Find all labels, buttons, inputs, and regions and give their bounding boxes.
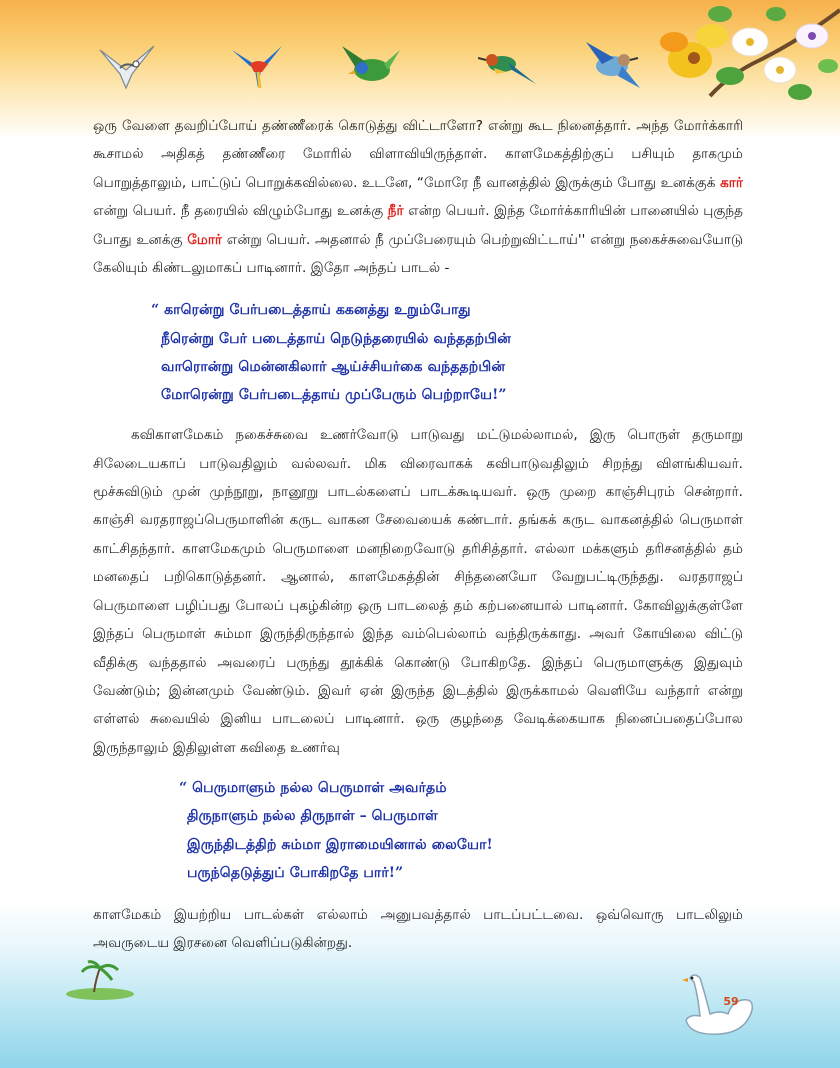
- paragraph-1-part1: ஒரு வேளை தவறிப்போய் தண்ணீரைக் கொடுத்து விட்டாளோ? என்று கூட நினைத்தார். அந்த மோர்க்காரி கூசாமல் அதிகத் தண்ணீரை மோரில் விளாவியிருந்தாள். காளமேகத்திற்குப் பசியும் தாகமும் பொறுத்தாலும், பாட்டுப் பொறுக்கவில்லை. உடனே, “மோரே நீ வானத்தில் இருக்கும் போது உனக்குக்: [93, 118, 743, 191]
- roller-bird-icon: [582, 36, 644, 96]
- seagull-icon: [96, 40, 158, 92]
- verse-1-line: “ காரென்று பேர்படைத்தாய் ககனத்து உறும்போது: [151, 302, 471, 319]
- green-bird-icon: [340, 38, 404, 94]
- verse-2-line: “ பெருமாளும் நல்ல பெருமாள் அவர்தம்: [179, 780, 447, 797]
- paragraph-1-part4: என்று பெயர். அதனால் நீ முப்பேரையும் பெற்றுவிட்டாய்'' என்று நகைச்சுவையோடு கேலியும் கிண்டலுமாகப் பாடினார். இதோ அந்தப் பாடல் -: [93, 231, 743, 277]
- paragraph-1-part2: என்று பெயர். நீ தரையில் விழும்போது உனக்கு: [93, 203, 388, 220]
- paragraph-1-part3: என்ற பெயர். இந்த மோர்க்காரியின் பானையில் புகுந்த போது உனக்கு: [93, 203, 743, 248]
- page-number: 59: [723, 995, 739, 1008]
- verse-2-line: பருந்தெடுத்துப் போகிறதே பார்!”: [187, 864, 404, 881]
- highlight-neer: நீர்: [387, 203, 404, 220]
- paragraph-1: [93, 112, 743, 282]
- island-icon: [60, 960, 140, 1002]
- verse-1-line: நீரென்று பேர் படைத்தாய் நெடுந்தரையில் வந்ததற்பின்: [161, 330, 511, 347]
- verse-2: [179, 774, 743, 887]
- highlight-kaar: கார்: [720, 174, 743, 191]
- paragraph-3: காளமேகம் இயற்றிய பாடல்கள் எல்லாம் அனுபவத்தால் பாடப்பட்டவை. ஒவ்வொரு பாடலிலும் அவருடைய இரசனை வெளிப்படுகின்றது.: [93, 906, 743, 952]
- flower-branch-icon: [650, 0, 840, 110]
- verse-1: [151, 296, 743, 409]
- content: [93, 112, 743, 958]
- verse-2-line: திருநாளும் நல்ல திருநாள் – பெருமாள்: [187, 808, 438, 825]
- highlight-mor: மோர்: [187, 231, 223, 248]
- verse-2-line: இருந்திடத்திற் சும்மா இராமையினால் லையோ!: [187, 836, 493, 853]
- bee-eater-icon: [478, 44, 538, 88]
- verse-1-line: வாரொன்று மென்னகிலார் ஆய்ச்சியர்கை வந்ததற்பின்: [161, 358, 506, 375]
- paragraph-2: கவிகாளமேகம் நகைச்சுவை உணர்வோடு பாடுவது மட்டுமல்லாமல், இரு பொருள் தருமாறு சிலேடையகாப் பாடுவதிலும் வல்லவர். மிக விரைவாகக் கவிபாடுவதிலும் சிறந்து விளங்கியவர். மூச்சுவிடும் முன் முந்நூறு, நானூறு பாடல்களைப் பாடக்கூடியவர். ஒரு முறை காஞ்சிபுரம் சென்றார். காஞ்சி வரதராஜப்பெருமாளின் கருட வாகன சேவையைக் கண்டார். தங்கக் கருட வாகனத்தில் பெருமாள் காட்சிதந்தார். காளமேகமும் பெருமாளை மனநிறைவோடு தரிசித்தார். எல்லா மக்களும் தரிசனத்தில் தம் மனதைப் பறிகொடுத்தனர். ஆனால், காளமேகத்தின் சிந்தனையோ வேறுபட்டிருந்தது. வரதராஜப் பெருமாளை பழிப்பது போலப் புகழ்கின்ற ஒரு பாடலைத் தம் கற்பனையால் பாடினார். கோவிலுக்குள்ளே இந்தப் பெருமாள் சும்மா இருந்திருந்தால் இந்த வம்பெல்லாம் வந்திருக்காது. அவர் கோயிலை விட்டு வீதிக்கு வந்ததால் அவரைப் பருந்து தூக்கிக் கொண்டு போகிறதே. இந்தப் பெருமாளுக்கு இதுவும் வேண்டும்; இன்னமும் வேண்டும். இவர் ஏன் இருந்த இடத்தில் இருக்காமல் வெளியே வந்தார் என்று எள்ளல் சுவையில் இனிய பாடலைப் பாடினார். ஒரு குழந்தை வேடிக்கையாக நினைப்பதைப்போல இருந்தாலும் இதிலுள்ள கவிதை உணர்வு: [93, 427, 743, 756]
- verse-1-line: மோரென்று பேர்படைத்தாய் முப்பேரும் பெற்றாயே!”: [161, 387, 507, 404]
- macaw-icon: [228, 42, 286, 92]
